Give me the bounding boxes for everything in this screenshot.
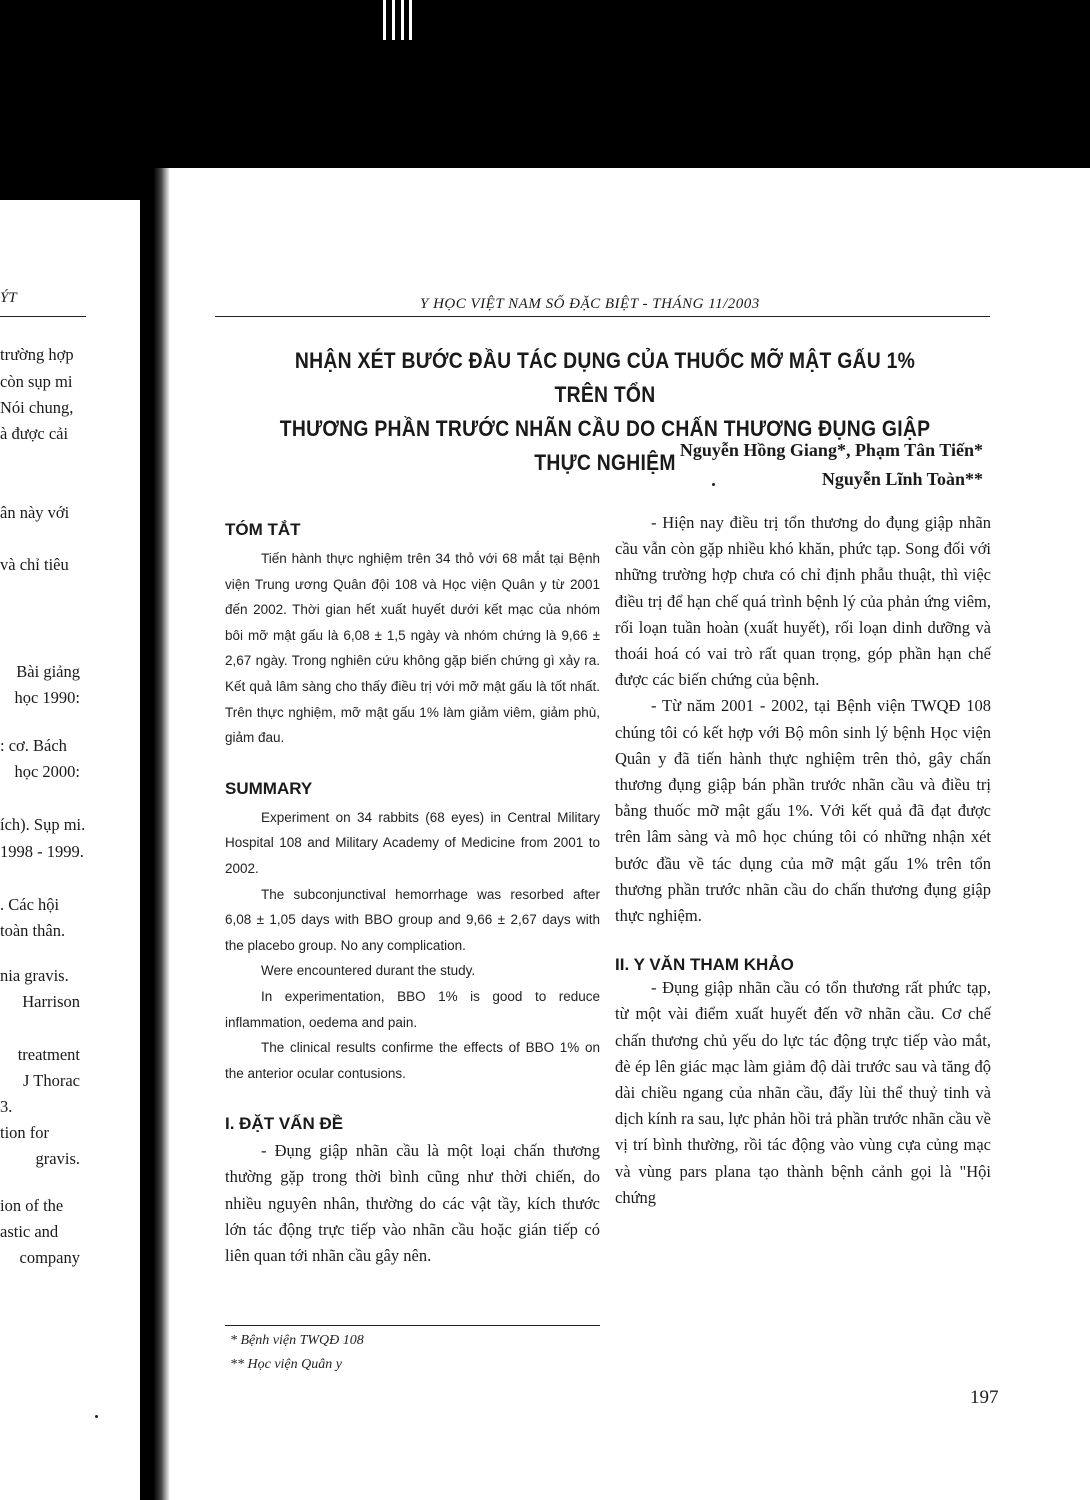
summary-paragraph: The clinical results confirme the effects of BBO 1% on the anterior ocular contusions. bbox=[225, 1040, 600, 1081]
left-page-line: Harrison bbox=[22, 992, 80, 1011]
header-rule bbox=[215, 316, 990, 317]
summary-paragraph: Experiment on 34 rabbits (68 eyes) in Central Military Hospital 108 and Military Academy of Medicine from 2001 to 2002. bbox=[225, 809, 600, 876]
left-page-line: ân này với bbox=[0, 503, 70, 522]
abstract-vi-text: Tiến hành thực nghiệm trên 34 thỏ với 68 mắt tại Bệnh viện Trung ương Quân đội 108 và Học viện Quân y từ 2001 đến 2002. Thời gian hết xuất huyết dưới kết mạc của nhóm bôi mỡ mật gấu là 6,08 ± 1,5 ngày và nhóm chứng là 9,66 ± 2,67 ngày. Trong nghiên cứu không gặp biến chứng gì xảy ra. Kết quả lâm sàng cho thấy điều trị với mỡ mật gấu là tốt nhất. Trên thực nghiệm, mỡ mật gấu 1% làm giảm viêm, giảm phù, giảm đau. bbox=[225, 551, 600, 746]
left-page-line: J Thorac bbox=[23, 1071, 80, 1090]
left-page-line: astic and bbox=[0, 1222, 59, 1241]
left-page-line: tion for bbox=[0, 1123, 50, 1142]
left-page-line: toàn thân. bbox=[0, 921, 66, 940]
section-2-paragraph: - Đụng giập nhãn cầu có tổn thương rất phức tạp, từ một vài điểm xuất huyết đến vỡ nhãn cầu. Cơ chế chấn thương chủ yếu do lực tác động trực tiếp vào mắt, đè ép lên giác mạc làm giảm độ dài trước sau và tăng độ dài chiều ngang của nhãn cầu, đẩy lùi thể thuỷ tinh và dịch kính ra sau, lực phản hồi trả phần trước nhãn cầu về vị trí bình thường, rồi tác động vào vùng cựa củng mạc và vùng pars plana tạo thành bệnh cảnh gọi là "Hội chứng bbox=[615, 978, 991, 1207]
authors bbox=[680, 436, 983, 494]
section-2-heading: II. Y VĂN THAM KHẢO bbox=[615, 955, 794, 975]
section-1-paragraph: - Từ năm 2001 - 2002, tại Bệnh viện TWQĐ 108 chúng tôi có kết hợp với Bộ môn sinh lý bệnh Học viện Quân y đã tiến hành thực nghiệm trên thỏ, gây chấn thương đụng giập bán phần trước nhãn cầu và điều trị bằng thuốc mỡ mật gấu 1%. Với kết quả đã đạt được trên lâm sàng và mô học chúng tôi có những nhận xét bước đầu về tác dụng của mỡ mật gấu 1% trên tổn thương phần trước nhãn cầu do chấn thương đụng giập thực nghiệm. bbox=[615, 696, 991, 926]
left-page-line: học 1990: bbox=[14, 688, 80, 707]
scan-artifact bbox=[409, 0, 412, 40]
left-page-line: 1998 - 1999. bbox=[0, 842, 84, 861]
left-page-line: à được cải bbox=[0, 424, 69, 443]
left-page-line: treatment bbox=[17, 1045, 80, 1064]
left-page-line: . Các hội bbox=[0, 895, 60, 914]
section-1-heading: I. ĐẶT VẤN ĐỀ bbox=[225, 1114, 344, 1134]
page-top-edge bbox=[140, 168, 1090, 200]
left-page-line: : cơ. Bách bbox=[0, 736, 67, 755]
scan-artifact bbox=[401, 0, 404, 40]
left-page-line: còn sụp mi bbox=[0, 372, 73, 391]
left-page-line: và chỉ tiêu bbox=[0, 555, 69, 574]
scan-artifact bbox=[392, 0, 395, 40]
title-line-2: THƯƠNG PHẦN TRƯỚC NHÃN CẦU DO CHẤN THƯƠNG ĐỤNG GIẬP THỰC NGHIỆM bbox=[279, 416, 931, 475]
footnote-1: * Bệnh viện TWQĐ 108 bbox=[230, 1333, 364, 1348]
footnote-2: ** Học viện Quân y bbox=[230, 1357, 342, 1372]
left-page-line: Bài giảng bbox=[16, 662, 80, 681]
left-page-line: nia gravis. bbox=[0, 966, 69, 985]
page-number: 197 bbox=[970, 1387, 999, 1408]
scan-speck bbox=[95, 1415, 98, 1418]
left-page-rule bbox=[0, 316, 86, 317]
left-page-line: company bbox=[19, 1248, 80, 1267]
abstract-vi-heading: TÓM TẮT bbox=[225, 520, 301, 539]
left-page-line: ion of the bbox=[0, 1196, 64, 1215]
left-page-line: 3. bbox=[0, 1097, 13, 1116]
footnote-rule bbox=[225, 1325, 600, 1326]
authors-line-2: Nguyễn Lĩnh Toàn** bbox=[821, 469, 983, 489]
section-1-paragraph: - Hiện nay điều trị tổn thương do đụng giập nhãn cầu vẫn còn gặp nhiều khó khăn, phức tạp. Song đối với những trường hợp chưa có chỉ định phẫu thuật, thì việc điều trị để hạn chế quá trình bệnh lý của phản ứng viêm, rối loạn tuần hoàn (xuất huyết), rối loạn dinh dưỡng và thoái hoá có vai trò rất quan trọng, góp phần hạn chế được các biến chứng của bệnh. bbox=[615, 513, 991, 690]
summary-heading: SUMMARY bbox=[225, 778, 313, 798]
scan-artifact bbox=[383, 0, 386, 40]
summary-paragraph: The subconjunctival hemorrhage was resorbed after 6,08 ± 1,05 days with BBO group and 9,66 ± 2,67 days with the placebo group. No any complication. bbox=[225, 886, 600, 953]
scan-speck bbox=[712, 483, 715, 486]
book-gutter bbox=[140, 168, 170, 1500]
title-line-1: NHẬN XÉT BƯỚC ĐẦU TÁC DỤNG CỦA THUỐC MỠ MẬT GẤU 1% TRÊN TỔN bbox=[294, 348, 916, 407]
authors-line-1: Nguyễn Hồng Giang*, Phạm Tân Tiến* bbox=[679, 440, 983, 460]
left-page-line: gravis. bbox=[35, 1149, 80, 1168]
left-page-header: ÝT bbox=[0, 290, 17, 306]
left-page-line: học 2000: bbox=[14, 762, 80, 781]
running-head: Y HỌC VIỆT NAM SỐ ĐẶC BIỆT - THÁNG 11/2003 bbox=[420, 296, 760, 312]
right-column bbox=[615, 510, 991, 1211]
left-page-line: Nói chung, bbox=[0, 398, 74, 417]
summary-paragraph: In experimentation, BBO 1% is good to reduce inflammation, oedema and pain. bbox=[225, 988, 600, 1030]
left-page-line: trường hợp bbox=[0, 345, 74, 364]
section-1-paragraph: - Đụng giập nhãn cầu là một loại chấn thương thường gặp trong thời bình cũng như thời chiến, do nhiều nguyên nhân, thường do các vật tầy, kích thước lớn tác động trực tiếp vào nhãn cầu hoặc gián tiếp có liên quan tới nhãn cầu gây nên. bbox=[225, 1141, 600, 1266]
summary-paragraph: Were encountered durant the study. bbox=[261, 963, 476, 979]
left-page-line: ích). Sụp mi. bbox=[0, 815, 86, 834]
left-column bbox=[225, 520, 600, 1269]
